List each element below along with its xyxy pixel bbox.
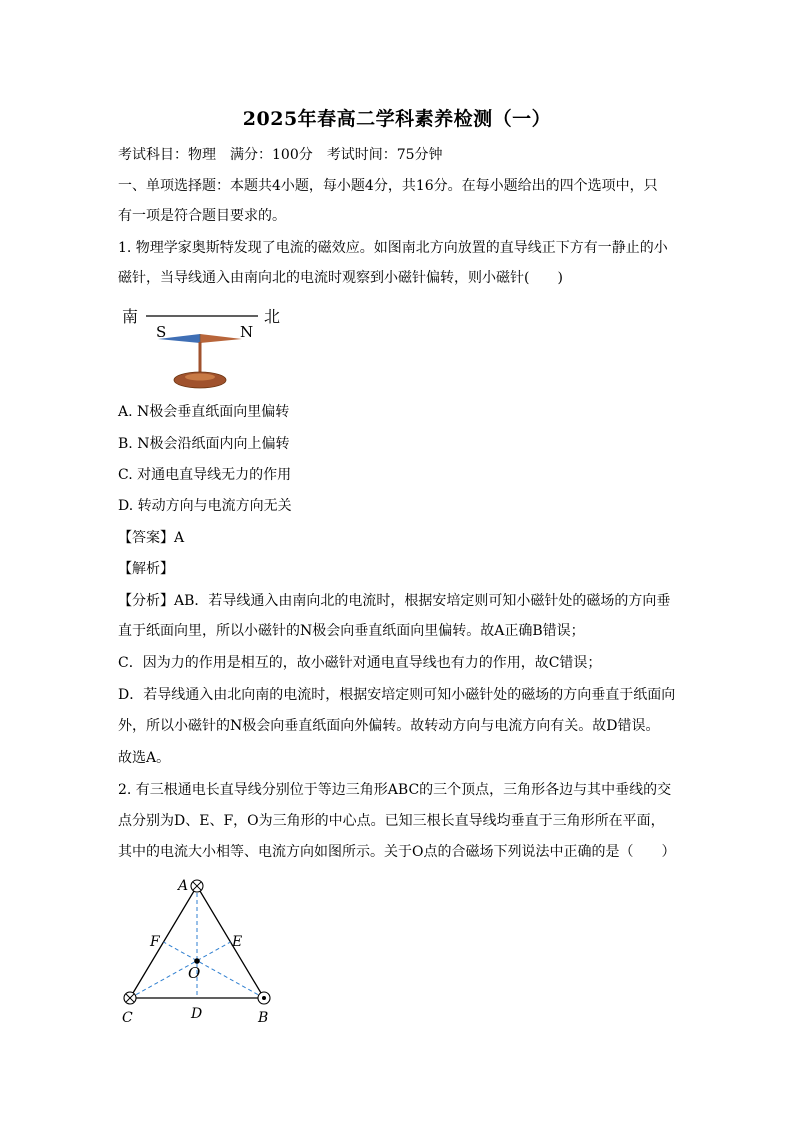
q1-label-north: 北 <box>264 307 281 326</box>
q2-label-c: C <box>122 1010 133 1026</box>
q1-stem-line-2: 磁针，当导线通入由南向北的电流时观察到小磁针偏转，则小磁针( ) <box>118 270 563 286</box>
q1-label-n-pole: N <box>240 323 254 341</box>
q2-label-b: B <box>258 1010 269 1026</box>
q1-option-d: D. 转动方向与电流方向无关 <box>118 498 292 514</box>
exam-info: 考试科目：物理 满分：100分 考试时间：75分钟 <box>118 147 443 163</box>
q2-label-f: F <box>150 934 160 950</box>
q1-label-south: 南 <box>122 307 139 326</box>
q1-analysis-line-6: 故选A。 <box>118 750 171 766</box>
q1-stand-base-top <box>185 374 215 381</box>
q2-label-e: E <box>232 934 243 950</box>
q1-stem-line-1: 1. 物理学家奥斯特发现了电流的磁效应。如图南北方向放置的直导线正下方有一静止的小 <box>118 240 668 256</box>
q1-stand-pole <box>199 342 202 375</box>
q1-needle-north <box>200 334 242 343</box>
q2-label-d: D <box>191 1006 203 1022</box>
q1-label-s-pole: S <box>156 323 167 341</box>
q1-option-c: C. 对通电直导线无力的作用 <box>118 467 292 483</box>
q2-stem-line-3: 其中的电流大小相等、电流方向如图所示。关于O点的合磁场下列说法中正确的是（ ） <box>118 844 676 860</box>
q1-analysis-line-1: 【分析】AB．若导线通入由南向北的电流时，根据安培定则可知小磁针处的磁场的方向垂 <box>118 593 671 609</box>
q1-analysis-line-4: D．若导线通入由北向南的电流时，根据安培定则可知小磁针处的磁场的方向垂直于纸面向 <box>118 687 676 703</box>
q2-wire-b-dot <box>262 996 266 1000</box>
page-title: 2025年春高二学科素养检测（一） <box>242 108 552 130</box>
q2-median-b <box>164 942 265 998</box>
q2-center-dot <box>194 958 200 964</box>
q2-stem-line-1: 2. 有三根通电长直导线分别位于等边三角形ABC的三个顶点，三角形各边与其中垂线的交 <box>118 782 672 798</box>
q1-option-a: A. N极会垂直纸面向里偏转 <box>118 404 290 420</box>
q2-median-c <box>130 942 231 998</box>
q1-figure-compass <box>118 300 298 395</box>
q2-stem-line-2: 点分别为D、E、F，O为三角形的中心点。已知三根长直导线均垂直于三角形所在平面， <box>118 813 665 829</box>
q1-analysis-line-3: C．因为力的作用是相互的，故小磁针对通电直导线也有力的作用，故C错误； <box>118 655 602 671</box>
section-heading-line-1: 一、单项选择题：本题共4小题，每小题4分，共16分。在每小题给出的四个选项中，只 <box>118 178 658 194</box>
q1-analysis-line-2: 直于纸面向里，所以小磁针的N极会向垂直纸面向里偏转。故A正确B错误； <box>118 623 585 639</box>
q1-answer: 【答案】A <box>118 530 185 546</box>
section-heading-line-2: 有一项是符合题目要求的。 <box>118 208 286 224</box>
q1-analysis-label: 【解析】 <box>118 561 174 577</box>
q2-label-o: O <box>188 964 201 982</box>
q1-option-b: B. N极会沿纸面内向上偏转 <box>118 436 290 452</box>
q2-figure-triangle <box>110 868 290 1028</box>
q2-label-a: A <box>178 878 189 894</box>
q1-analysis-line-5: 外，所以小磁针的N极会向垂直纸面向外偏转。故转动方向与电流方向有关。故D错误。 <box>118 718 660 734</box>
